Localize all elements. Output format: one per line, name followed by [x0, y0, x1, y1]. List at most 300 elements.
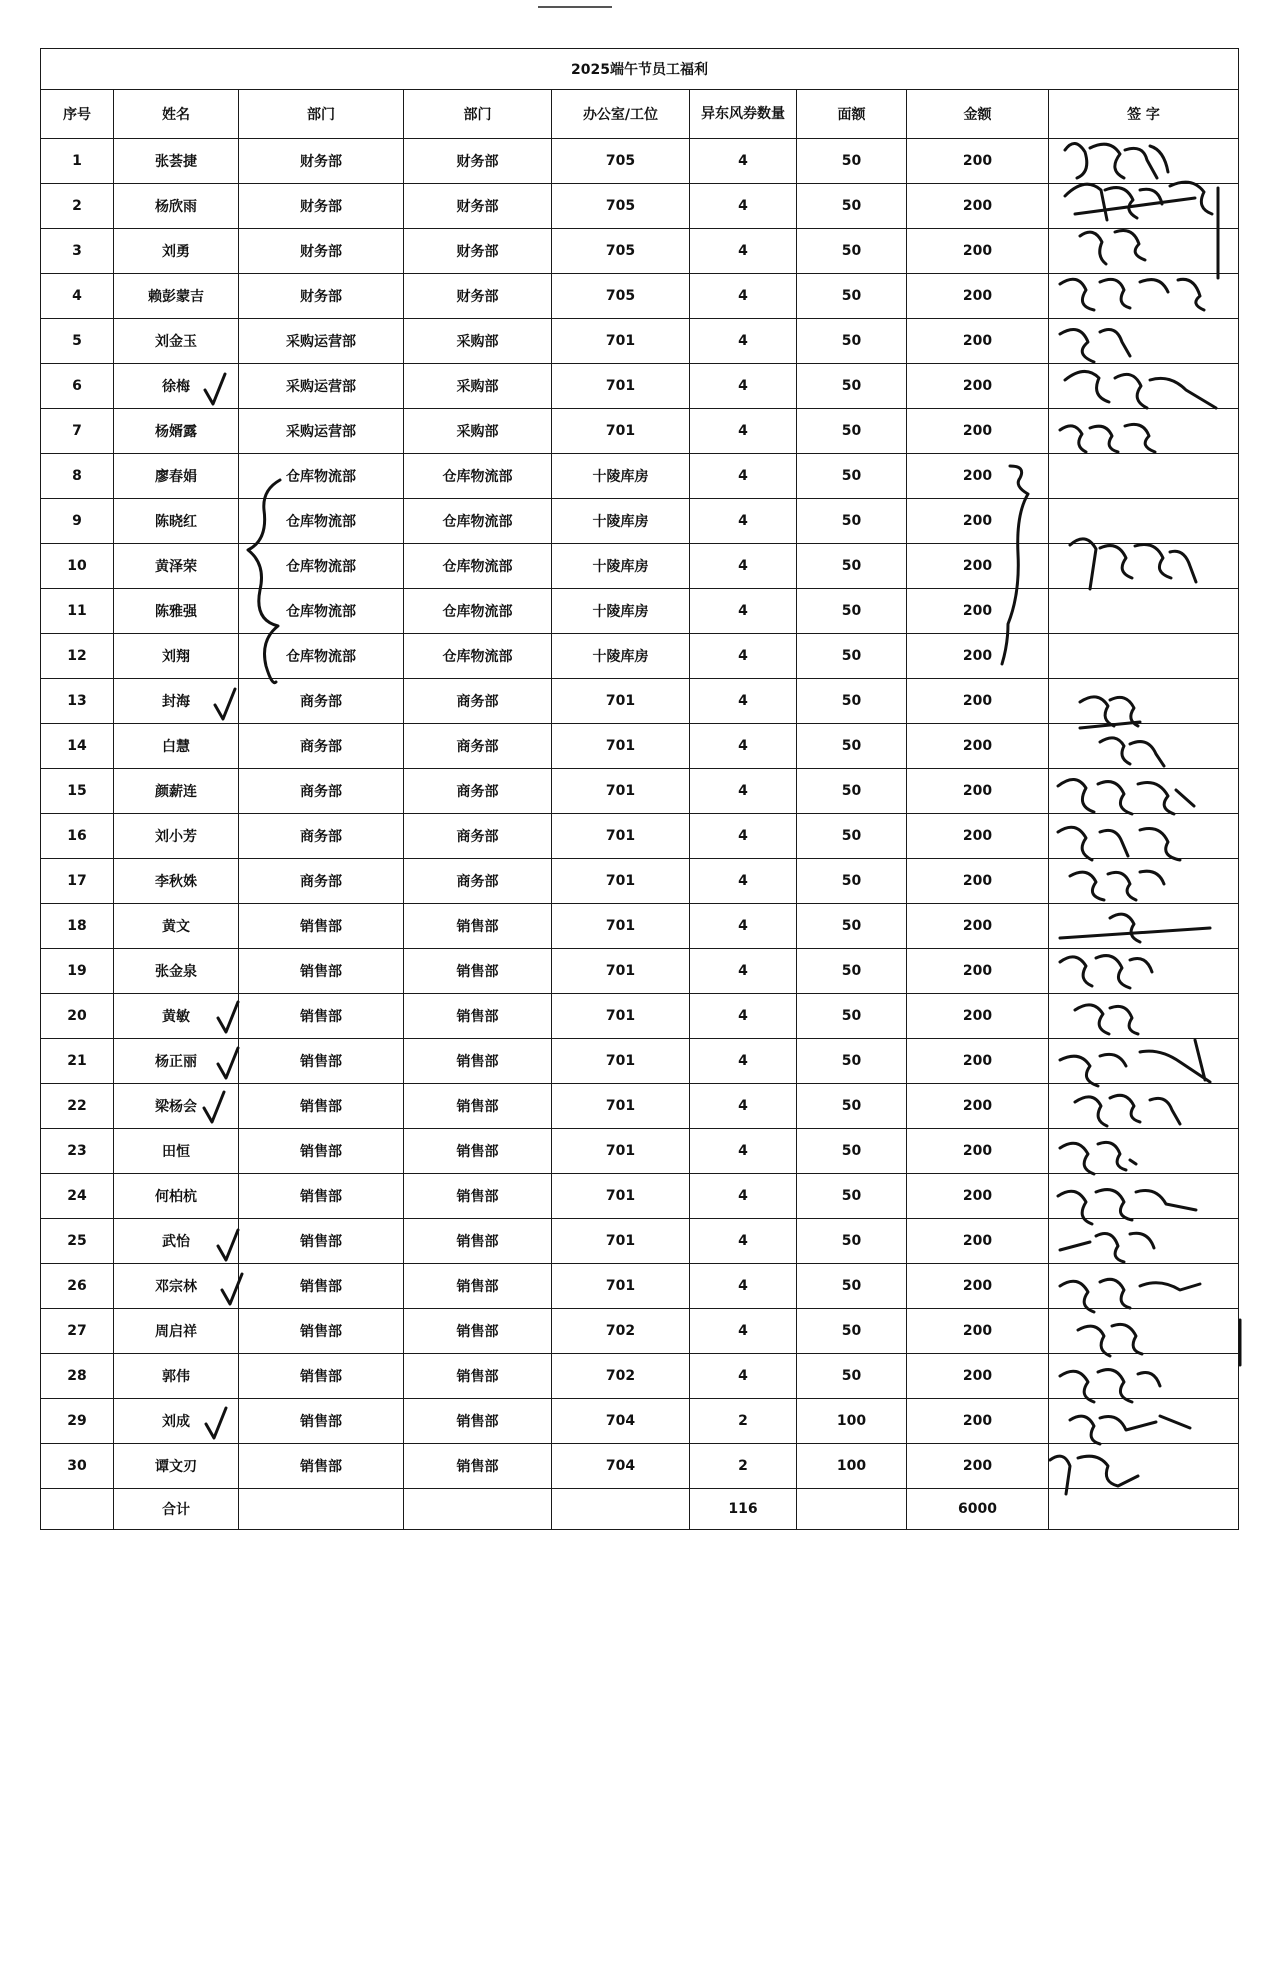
- cell-dept2: 销售部: [404, 1129, 552, 1174]
- cell-amount: 200: [907, 1264, 1049, 1309]
- cell-seq: 20: [41, 994, 114, 1039]
- cell-name: 张荟捷: [114, 139, 239, 184]
- cell-face: 50: [797, 364, 907, 409]
- total-row: [41, 1489, 1239, 1530]
- total-amount: 6000: [907, 1489, 1049, 1530]
- table-row: [41, 679, 1239, 724]
- header-dept2: 部门: [404, 90, 552, 139]
- cell-face: 50: [797, 1084, 907, 1129]
- cell-office: 701: [552, 1174, 690, 1219]
- cell-signature: [1049, 679, 1239, 724]
- table-row: [41, 1309, 1239, 1354]
- table-row: [41, 814, 1239, 859]
- header-face: 面额: [797, 90, 907, 139]
- cell-qty: 4: [690, 589, 797, 634]
- cell-name: 李秋姝: [114, 859, 239, 904]
- cell-dept1: 销售部: [239, 949, 404, 994]
- table-row: [41, 229, 1239, 274]
- cell-amount: 200: [907, 319, 1049, 364]
- cell-name: 邓宗林: [114, 1264, 239, 1309]
- cell-signature: [1049, 589, 1239, 634]
- cell-dept1: 采购运营部: [239, 364, 404, 409]
- cell-face: 50: [797, 724, 907, 769]
- cell-dept2: 仓库物流部: [404, 544, 552, 589]
- total-seq-cell: [41, 1489, 114, 1530]
- cell-office: 701: [552, 409, 690, 454]
- cell-qty: 4: [690, 1129, 797, 1174]
- cell-signature: [1049, 409, 1239, 454]
- cell-signature: [1049, 139, 1239, 184]
- header-name: 姓名: [114, 90, 239, 139]
- cell-qty: 4: [690, 184, 797, 229]
- header-amount: 金额: [907, 90, 1049, 139]
- cell-qty: 4: [690, 724, 797, 769]
- table-body: [41, 139, 1239, 1489]
- cell-name: 封海: [114, 679, 239, 724]
- cell-name: 郭伟: [114, 1354, 239, 1399]
- table-row: [41, 1129, 1239, 1174]
- cell-face: 50: [797, 814, 907, 859]
- cell-seq: 4: [41, 274, 114, 319]
- cell-dept2: 销售部: [404, 904, 552, 949]
- header-qty: 异东风券数量: [690, 90, 797, 139]
- cell-office: 701: [552, 1219, 690, 1264]
- total-dept1-cell: [239, 1489, 404, 1530]
- cell-office: 701: [552, 724, 690, 769]
- cell-dept2: 财务部: [404, 274, 552, 319]
- cell-qty: 4: [690, 1354, 797, 1399]
- cell-dept2: 仓库物流部: [404, 634, 552, 679]
- cell-dept2: 销售部: [404, 1354, 552, 1399]
- cell-dept1: 仓库物流部: [239, 454, 404, 499]
- cell-dept2: 销售部: [404, 1309, 552, 1354]
- table-row: [41, 1174, 1239, 1219]
- table-row: [41, 769, 1239, 814]
- cell-dept2: 销售部: [404, 1399, 552, 1444]
- cell-qty: 4: [690, 1309, 797, 1354]
- cell-amount: 200: [907, 1354, 1049, 1399]
- cell-dept1: 采购运营部: [239, 319, 404, 364]
- cell-amount: 200: [907, 139, 1049, 184]
- cell-signature: [1049, 1399, 1239, 1444]
- cell-office: 701: [552, 319, 690, 364]
- cell-amount: 200: [907, 1309, 1049, 1354]
- cell-qty: 4: [690, 1219, 797, 1264]
- cell-qty: 2: [690, 1399, 797, 1444]
- cell-dept1: 财务部: [239, 139, 404, 184]
- table-row: [41, 904, 1239, 949]
- cell-signature: [1049, 364, 1239, 409]
- cell-name: 田恒: [114, 1129, 239, 1174]
- table-row: [41, 409, 1239, 454]
- cell-dept2: 财务部: [404, 184, 552, 229]
- cell-dept1: 财务部: [239, 274, 404, 319]
- cell-face: 50: [797, 1309, 907, 1354]
- cell-face: 50: [797, 274, 907, 319]
- cell-qty: 4: [690, 319, 797, 364]
- cell-office: 十陵库房: [552, 499, 690, 544]
- table-row: [41, 1264, 1239, 1309]
- cell-signature: [1049, 769, 1239, 814]
- cell-dept2: 商务部: [404, 724, 552, 769]
- cell-dept2: 商务部: [404, 814, 552, 859]
- cell-seq: 16: [41, 814, 114, 859]
- cell-signature: [1049, 634, 1239, 679]
- cell-seq: 26: [41, 1264, 114, 1309]
- table-row: [41, 499, 1239, 544]
- cell-name: 陈晓红: [114, 499, 239, 544]
- table-row: [41, 859, 1239, 904]
- cell-office: 705: [552, 139, 690, 184]
- cell-seq: 18: [41, 904, 114, 949]
- cell-dept2: 采购部: [404, 364, 552, 409]
- cell-office: 701: [552, 1084, 690, 1129]
- cell-office: 704: [552, 1444, 690, 1489]
- cell-dept2: 商务部: [404, 679, 552, 724]
- cell-seq: 7: [41, 409, 114, 454]
- cell-dept1: 销售部: [239, 904, 404, 949]
- cell-dept2: 销售部: [404, 1219, 552, 1264]
- cell-signature: [1049, 274, 1239, 319]
- cell-face: 50: [797, 1174, 907, 1219]
- cell-name: 刘小芳: [114, 814, 239, 859]
- cell-amount: 200: [907, 454, 1049, 499]
- cell-name: 刘翔: [114, 634, 239, 679]
- cell-dept1: 商务部: [239, 679, 404, 724]
- cell-dept1: 销售部: [239, 1129, 404, 1174]
- total-dept2-cell: [404, 1489, 552, 1530]
- cell-face: 100: [797, 1444, 907, 1489]
- cell-seq: 24: [41, 1174, 114, 1219]
- cell-signature: [1049, 904, 1239, 949]
- cell-amount: 200: [907, 814, 1049, 859]
- cell-face: 50: [797, 319, 907, 364]
- cell-name: 刘金玉: [114, 319, 239, 364]
- table-row: [41, 1399, 1239, 1444]
- cell-dept1: 销售部: [239, 1354, 404, 1399]
- cell-office: 702: [552, 1309, 690, 1354]
- cell-signature: [1049, 544, 1239, 589]
- cell-signature: [1049, 184, 1239, 229]
- cell-office: 701: [552, 1129, 690, 1174]
- cell-office: 701: [552, 949, 690, 994]
- table-row: [41, 949, 1239, 994]
- cell-office: 705: [552, 274, 690, 319]
- cell-amount: 200: [907, 679, 1049, 724]
- cell-amount: 200: [907, 1174, 1049, 1219]
- cell-dept1: 仓库物流部: [239, 634, 404, 679]
- table-row: [41, 589, 1239, 634]
- cell-face: 50: [797, 229, 907, 274]
- header-dept1: 部门: [239, 90, 404, 139]
- cell-qty: 4: [690, 274, 797, 319]
- cell-amount: 200: [907, 1084, 1049, 1129]
- cell-dept1: 销售部: [239, 1039, 404, 1084]
- cell-seq: 30: [41, 1444, 114, 1489]
- cell-seq: 6: [41, 364, 114, 409]
- cell-amount: 200: [907, 994, 1049, 1039]
- cell-qty: 4: [690, 904, 797, 949]
- cell-seq: 14: [41, 724, 114, 769]
- table-row: [41, 184, 1239, 229]
- cell-office: 705: [552, 184, 690, 229]
- table-row: [41, 1084, 1239, 1129]
- header-sign: 签 字: [1049, 90, 1239, 139]
- cell-amount: 200: [907, 184, 1049, 229]
- cell-qty: 4: [690, 1084, 797, 1129]
- total-sign-cell: [1049, 1489, 1239, 1530]
- cell-office: 701: [552, 994, 690, 1039]
- table-title: 2025端午节员工福利: [41, 49, 1239, 90]
- cell-office: 704: [552, 1399, 690, 1444]
- cell-office: 701: [552, 1039, 690, 1084]
- cell-name: 杨欣雨: [114, 184, 239, 229]
- cell-signature: [1049, 1264, 1239, 1309]
- cell-face: 50: [797, 769, 907, 814]
- cell-face: 50: [797, 454, 907, 499]
- cell-name: 何柏杭: [114, 1174, 239, 1219]
- cell-seq: 3: [41, 229, 114, 274]
- cell-qty: 4: [690, 454, 797, 499]
- cell-face: 50: [797, 949, 907, 994]
- cell-signature: [1049, 319, 1239, 364]
- cell-dept1: 销售部: [239, 1399, 404, 1444]
- cell-face: 50: [797, 1219, 907, 1264]
- cell-name: 廖春娟: [114, 454, 239, 499]
- cell-seq: 15: [41, 769, 114, 814]
- cell-face: 50: [797, 1354, 907, 1399]
- cell-seq: 12: [41, 634, 114, 679]
- cell-signature: [1049, 1084, 1239, 1129]
- cell-amount: 200: [907, 1399, 1049, 1444]
- cell-name: 陈雅强: [114, 589, 239, 634]
- cell-dept1: 销售部: [239, 1174, 404, 1219]
- cell-seq: 27: [41, 1309, 114, 1354]
- cell-seq: 28: [41, 1354, 114, 1399]
- cell-dept2: 采购部: [404, 319, 552, 364]
- cell-name: 颜薪连: [114, 769, 239, 814]
- header-office: 办公室/工位: [552, 90, 690, 139]
- table-row: [41, 634, 1239, 679]
- cell-office: 十陵库房: [552, 634, 690, 679]
- cell-seq: 9: [41, 499, 114, 544]
- cell-name: 黄敏: [114, 994, 239, 1039]
- cell-qty: 4: [690, 769, 797, 814]
- cell-face: 50: [797, 1039, 907, 1084]
- cell-dept1: 采购运营部: [239, 409, 404, 454]
- cell-qty: 4: [690, 1264, 797, 1309]
- cell-face: 50: [797, 859, 907, 904]
- cell-name: 刘成: [114, 1399, 239, 1444]
- cell-amount: 200: [907, 1219, 1049, 1264]
- cell-amount: 200: [907, 769, 1049, 814]
- cell-signature: [1049, 1444, 1239, 1489]
- cell-dept2: 财务部: [404, 229, 552, 274]
- cell-face: 50: [797, 904, 907, 949]
- table-row: [41, 364, 1239, 409]
- cell-amount: 200: [907, 904, 1049, 949]
- cell-name: 杨婿露: [114, 409, 239, 454]
- cell-qty: 4: [690, 679, 797, 724]
- cell-qty: 4: [690, 139, 797, 184]
- cell-dept2: 销售部: [404, 949, 552, 994]
- cell-dept1: 销售部: [239, 994, 404, 1039]
- cell-dept1: 商务部: [239, 859, 404, 904]
- table-row: [41, 139, 1239, 184]
- cell-qty: 4: [690, 409, 797, 454]
- cell-dept2: 销售部: [404, 1444, 552, 1489]
- cell-signature: [1049, 949, 1239, 994]
- cell-office: 701: [552, 679, 690, 724]
- cell-dept1: 财务部: [239, 184, 404, 229]
- cell-signature: [1049, 1309, 1239, 1354]
- table-row: [41, 724, 1239, 769]
- cell-face: 50: [797, 589, 907, 634]
- cell-name: 赖彭蒙吉: [114, 274, 239, 319]
- cell-amount: 200: [907, 1039, 1049, 1084]
- cell-signature: [1049, 499, 1239, 544]
- cell-seq: 25: [41, 1219, 114, 1264]
- cell-seq: 11: [41, 589, 114, 634]
- cell-signature: [1049, 1129, 1239, 1174]
- cell-name: 徐梅: [114, 364, 239, 409]
- cell-name: 周启祥: [114, 1309, 239, 1354]
- cell-seq: 8: [41, 454, 114, 499]
- cell-amount: 200: [907, 364, 1049, 409]
- cell-dept1: 仓库物流部: [239, 544, 404, 589]
- cell-name: 黄泽荣: [114, 544, 239, 589]
- cell-seq: 1: [41, 139, 114, 184]
- cell-signature: [1049, 1354, 1239, 1399]
- cell-amount: 200: [907, 499, 1049, 544]
- cell-amount: 200: [907, 409, 1049, 454]
- cell-seq: 21: [41, 1039, 114, 1084]
- cell-face: 50: [797, 634, 907, 679]
- table-row: [41, 1354, 1239, 1399]
- cell-dept1: 商务部: [239, 724, 404, 769]
- total-face-cell: [797, 1489, 907, 1530]
- cell-signature: [1049, 1174, 1239, 1219]
- cell-amount: 200: [907, 274, 1049, 319]
- cell-office: 十陵库房: [552, 454, 690, 499]
- cell-face: 50: [797, 1129, 907, 1174]
- cell-signature: [1049, 229, 1239, 274]
- cell-name: 武怡: [114, 1219, 239, 1264]
- cell-qty: 4: [690, 229, 797, 274]
- cell-office: 701: [552, 769, 690, 814]
- cell-qty: 4: [690, 1039, 797, 1084]
- cell-name: 谭文刃: [114, 1444, 239, 1489]
- cell-dept1: 销售部: [239, 1309, 404, 1354]
- cell-dept1: 财务部: [239, 229, 404, 274]
- cell-signature: [1049, 859, 1239, 904]
- cell-seq: 10: [41, 544, 114, 589]
- cell-name: 张金泉: [114, 949, 239, 994]
- cell-qty: 4: [690, 634, 797, 679]
- cell-name: 杨正丽: [114, 1039, 239, 1084]
- cell-seq: 22: [41, 1084, 114, 1129]
- cell-signature: [1049, 814, 1239, 859]
- cell-dept1: 商务部: [239, 814, 404, 859]
- cell-dept2: 销售部: [404, 1174, 552, 1219]
- table-row: [41, 319, 1239, 364]
- cell-seq: 5: [41, 319, 114, 364]
- cell-seq: 2: [41, 184, 114, 229]
- cell-signature: [1049, 454, 1239, 499]
- cell-signature: [1049, 724, 1239, 769]
- scan-mark: [538, 6, 612, 8]
- cell-dept2: 商务部: [404, 859, 552, 904]
- cell-office: 701: [552, 364, 690, 409]
- cell-office: 701: [552, 1264, 690, 1309]
- cell-office: 701: [552, 859, 690, 904]
- cell-qty: 4: [690, 499, 797, 544]
- cell-face: 50: [797, 139, 907, 184]
- cell-dept1: 销售部: [239, 1084, 404, 1129]
- cell-dept2: 财务部: [404, 139, 552, 184]
- cell-qty: 4: [690, 814, 797, 859]
- cell-signature: [1049, 994, 1239, 1039]
- table-row: [41, 994, 1239, 1039]
- cell-amount: 200: [907, 634, 1049, 679]
- cell-dept2: 采购部: [404, 409, 552, 454]
- total-label: 合计: [114, 1489, 239, 1530]
- cell-signature: [1049, 1039, 1239, 1084]
- cell-office: 701: [552, 904, 690, 949]
- cell-dept1: 商务部: [239, 769, 404, 814]
- cell-dept1: 销售部: [239, 1444, 404, 1489]
- header-seq: 序号: [41, 90, 114, 139]
- cell-qty: 2: [690, 1444, 797, 1489]
- cell-face: 50: [797, 409, 907, 454]
- cell-qty: 4: [690, 949, 797, 994]
- table-row: [41, 454, 1239, 499]
- cell-amount: 200: [907, 859, 1049, 904]
- cell-name: 黄文: [114, 904, 239, 949]
- table-row: [41, 1219, 1239, 1264]
- cell-seq: 19: [41, 949, 114, 994]
- cell-qty: 4: [690, 1174, 797, 1219]
- table-row: [41, 274, 1239, 319]
- cell-name: 白慧: [114, 724, 239, 769]
- cell-face: 50: [797, 1264, 907, 1309]
- cell-office: 702: [552, 1354, 690, 1399]
- cell-name: 刘勇: [114, 229, 239, 274]
- cell-dept2: 销售部: [404, 994, 552, 1039]
- cell-office: 十陵库房: [552, 589, 690, 634]
- cell-name: 梁杨会: [114, 1084, 239, 1129]
- table-row: [41, 1444, 1239, 1489]
- cell-seq: 29: [41, 1399, 114, 1444]
- cell-dept2: 销售部: [404, 1039, 552, 1084]
- total-office-cell: [552, 1489, 690, 1530]
- cell-qty: 4: [690, 859, 797, 904]
- cell-dept1: 仓库物流部: [239, 499, 404, 544]
- cell-amount: 200: [907, 1444, 1049, 1489]
- cell-office: 705: [552, 229, 690, 274]
- cell-dept2: 商务部: [404, 769, 552, 814]
- cell-dept2: 销售部: [404, 1264, 552, 1309]
- cell-seq: 13: [41, 679, 114, 724]
- cell-face: 50: [797, 184, 907, 229]
- cell-office: 701: [552, 814, 690, 859]
- cell-face: 50: [797, 499, 907, 544]
- table-row: [41, 544, 1239, 589]
- cell-dept1: 仓库物流部: [239, 589, 404, 634]
- cell-dept2: 仓库物流部: [404, 454, 552, 499]
- cell-qty: 4: [690, 994, 797, 1039]
- cell-amount: 200: [907, 589, 1049, 634]
